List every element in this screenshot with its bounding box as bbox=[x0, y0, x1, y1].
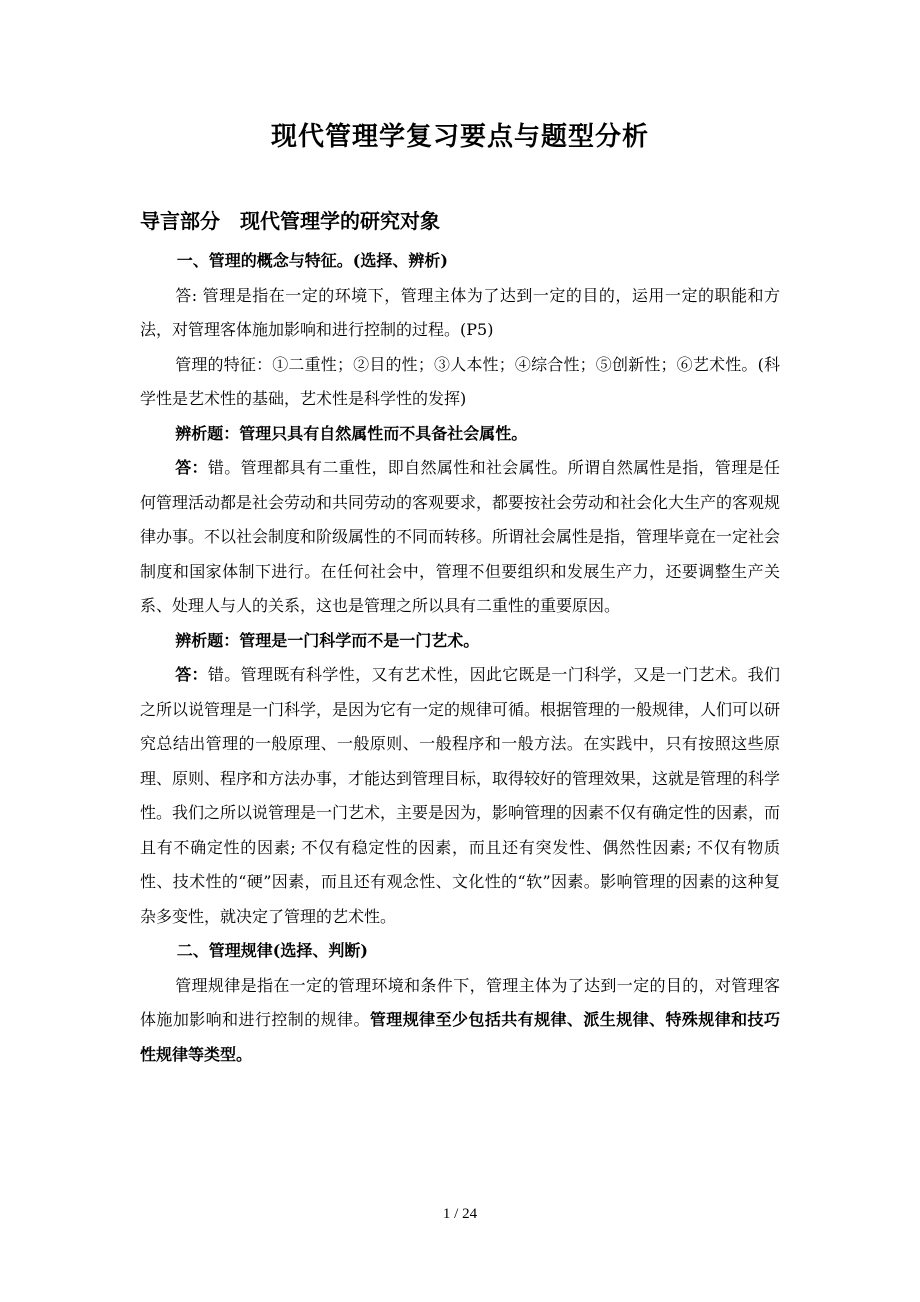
answer-text: 错。管理既有科学性，又有艺术性，因此它既是一门科学，又是一门艺术。我们之所以说管理是一门科学，是因为它有一定的规律可循。根据管理的一般规律，人们可以研究总结出管理的一般原理、一般原则、一般程序和一般方法。在实践中，只有按照这些原理、原则、程序和方法办事，才能达到管理目标，取得较好的管理效果，这就是管理的科学性。我们之所以说管理是一门艺术，主要是因为，影响管理的因素不仅有确定性的因素，而且有不确定性的因素; 不仅有稳定性的因素，而且还有突发性、偶然性因素; 不仅有物质性、技术性的“硬”因素，而且还有观念性、文化性的“软”因素。影响管理的因素的这种复杂多变性，就决定了管理的艺术性。 bbox=[140, 665, 781, 926]
document-body bbox=[140, 244, 780, 1072]
answer-label: 答： bbox=[175, 665, 208, 684]
paragraph-definition: 答: 管理是指在一定的环境下，管理主体为了达到一定的目的，运用一定的职能和方法，对管理客体施加影响和进行控制的过程。(P5) bbox=[140, 285, 780, 339]
answer-natural-attribute bbox=[140, 451, 780, 624]
answer-label: 答： bbox=[175, 458, 208, 477]
question-natural-attribute: 辨析题：管理只具有自然属性而不具备社会属性。 bbox=[175, 423, 528, 443]
law-definition: 管理规律是指在一定的管理环境和条件下，管理主体为了达到一定的目的，对管理客体施加影响和进行控制的规律。 bbox=[140, 975, 780, 1029]
page-number: 1 / 24 bbox=[442, 1206, 478, 1222]
document-title: 现代管理学复习要点与题型分析 bbox=[270, 122, 649, 152]
subheading-management-law: 二、管理规律(选择、判断) bbox=[176, 941, 368, 960]
subheading-concept: 一、管理的概念与特征。(选择、辨析) bbox=[176, 251, 448, 270]
answer-science-art bbox=[140, 658, 780, 934]
paragraph-management-law bbox=[140, 969, 780, 1073]
law-types: 管理规律至少包括共有规律、派生规律、特殊规律和技巧性规律等类型。 bbox=[140, 1010, 780, 1064]
paragraph-characteristics: 管理的特征：①二重性；②目的性；③人本性；④综合性；⑤创新性；⑥艺术性。(科学性是艺术性的基础，艺术性是科学性的发挥) bbox=[140, 354, 780, 408]
question-science-art: 辨析题：管理是一门科学而不是一门艺术。 bbox=[175, 630, 480, 650]
section-heading: 导言部分 现代管理学的研究对象 bbox=[140, 209, 440, 233]
answer-text: 错。管理都具有二重性，即自然属性和社会属性。所谓自然属性是指，管理是任何管理活动都是社会劳动和共同劳动的客观要求，都要按社会劳动和社会化大生产的客观规律办事。不以社会制度和阶级属性的不同而转移。所谓社会属性是指，管理毕竟在一定社会制度和国家体制下进行。在任何社会中，管理不但要组织和发展生产力，还要调整生产关系、处理人与人的关系，这也是管理之所以具有二重性的重要原因。 bbox=[140, 458, 781, 615]
